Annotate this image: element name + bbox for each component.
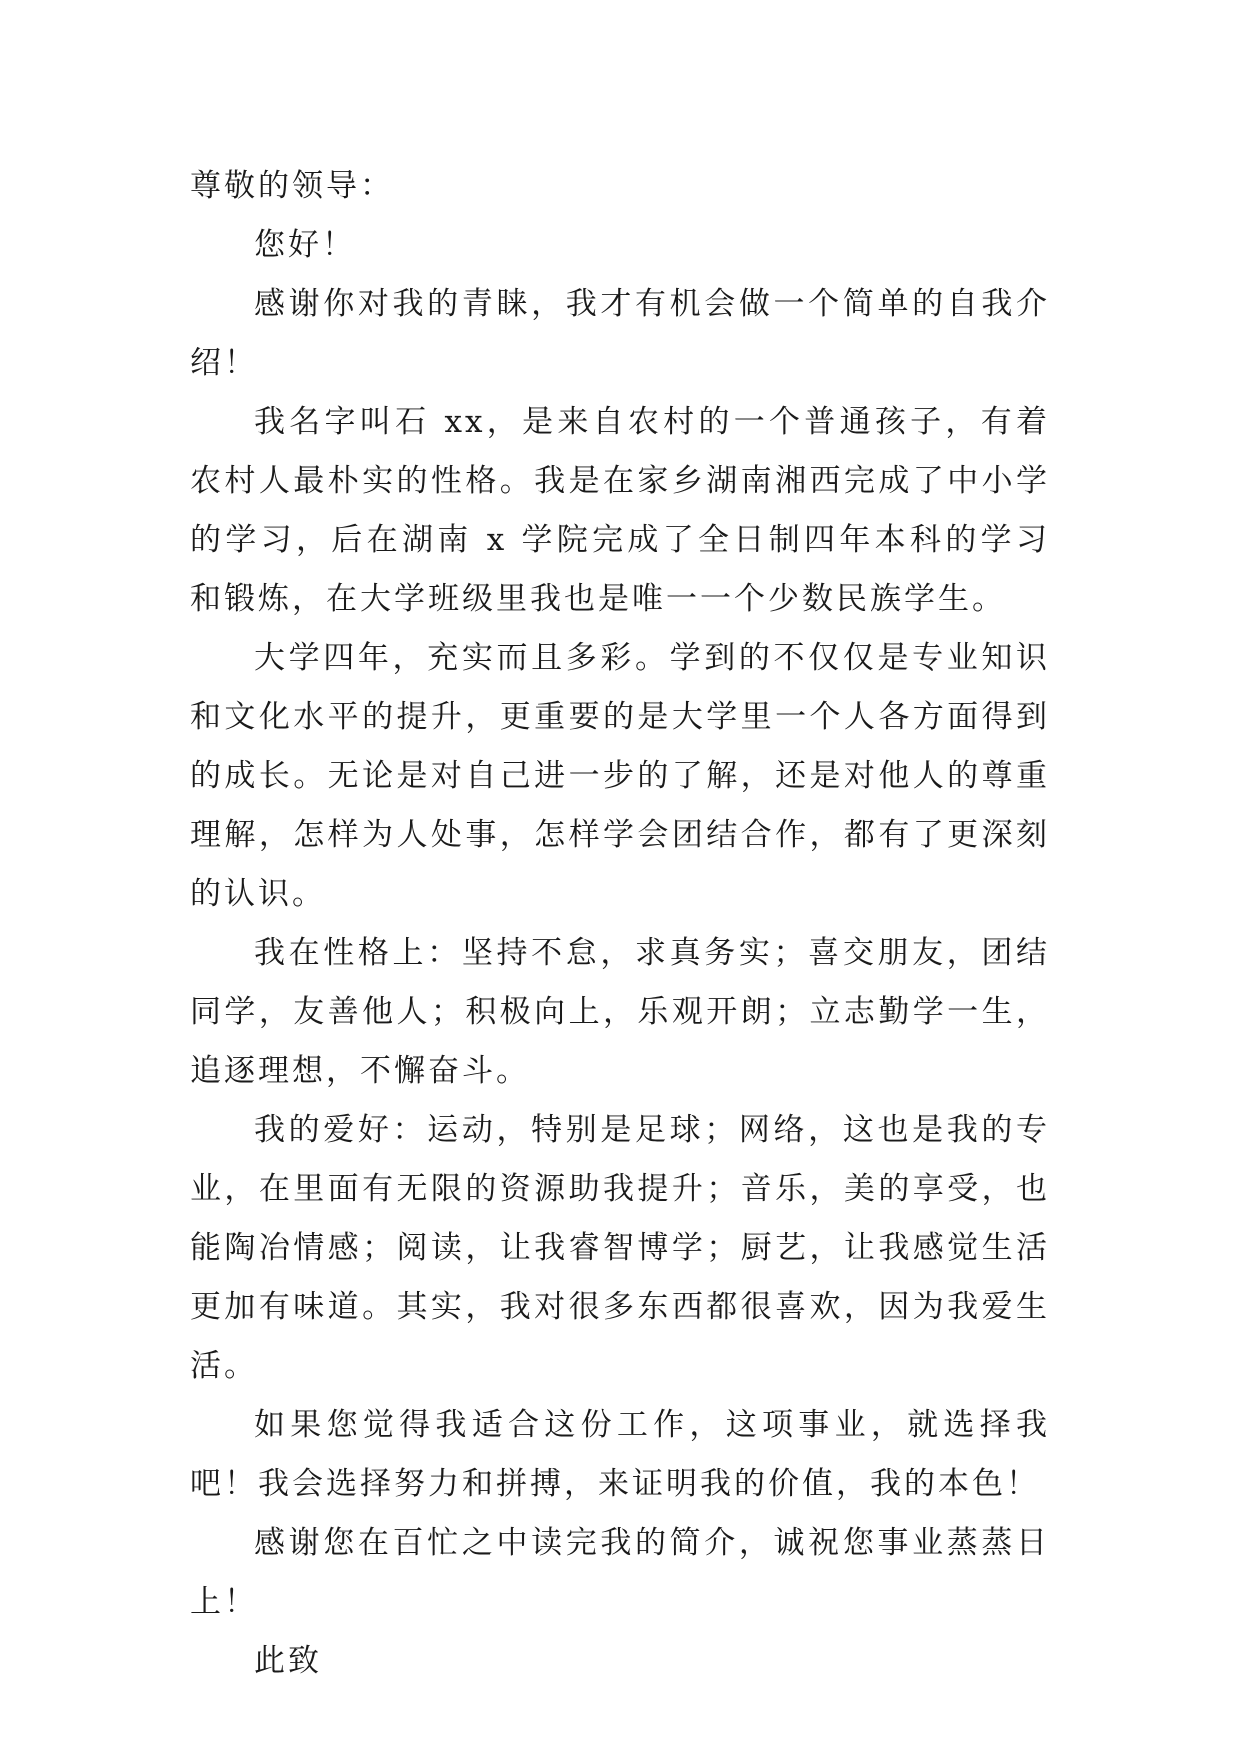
paragraph-personality: 我在性格上：坚持不怠，求真务实；喜交朋友，团结同学，友善他人；积极向上，乐观开朗；立志勤学一生，追逐理想，不懈奋斗。 xyxy=(190,935,1050,1089)
letter-body xyxy=(190,157,1050,1691)
paragraph-request: 如果您觉得我适合这份工作，这项事业，就选择我吧！我会选择努力和拼搏，来证明我的价值，我的本色！ xyxy=(190,1407,1050,1502)
salutation: 尊敬的领导： xyxy=(190,168,394,204)
closing: 此致 xyxy=(254,1643,322,1679)
greeting: 您好！ xyxy=(254,227,356,263)
paragraph-closing-thanks: 感谢您在百忙之中读完我的简介，诚祝您事业蒸蒸日上！ xyxy=(190,1525,1050,1620)
paragraph-thanks: 感谢你对我的青睐，我才有机会做一个简单的自我介绍！ xyxy=(190,286,1050,381)
paragraph-background: 我名字叫石 xx，是来自农村的一个普通孩子，有着农村人最朴实的性格。我是在家乡湖南湘西完成了中小学的学习，后在湖南 x 学院完成了全日制四年本科的学习和锻炼，在大学班级里我也是唯一一个少数民族学生。 xyxy=(190,404,1050,617)
paragraph-university: 大学四年，充实而且多彩。学到的不仅仅是专业知识和文化水平的提升，更重要的是大学里一个人各方面得到的成长。无论是对自己进一步的了解，还是对他人的尊重理解，怎样为人处事，怎样学会团结合作，都有了更深刻的认识。 xyxy=(190,640,1050,912)
paragraph-hobbies: 我的爱好：运动，特别是足球；网络，这也是我的专业，在里面有无限的资源助我提升；音乐，美的享受，也能陶冶情感；阅读，让我睿智博学；厨艺，让我感觉生活更加有味道。其实，我对很多东西都很喜欢，因为我爱生活。 xyxy=(190,1112,1050,1384)
